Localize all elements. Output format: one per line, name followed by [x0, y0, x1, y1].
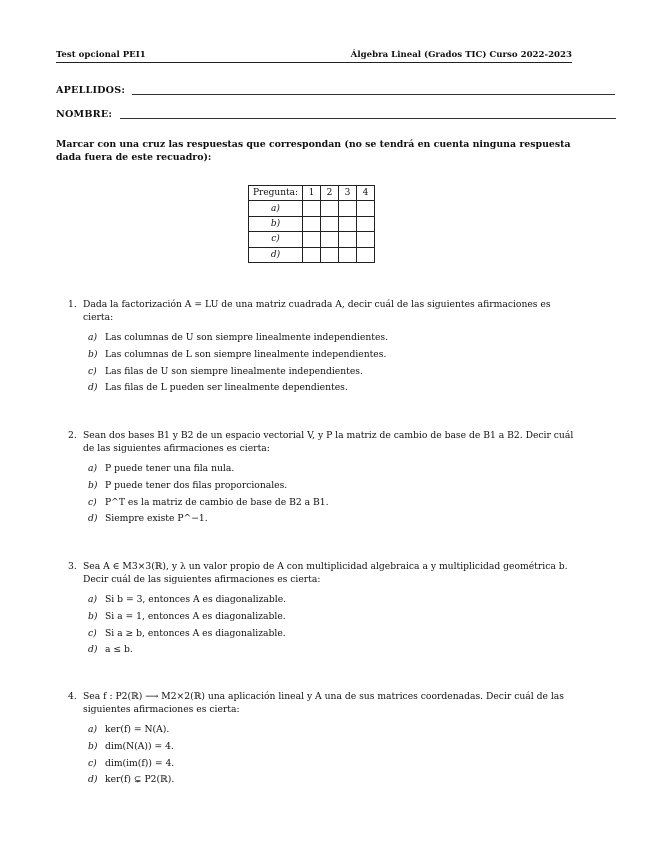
- option-text: Las filas de L pueden ser linealmente dependientes.: [105, 382, 348, 394]
- option-text: dim(im(f)) = 4.: [105, 757, 175, 769]
- apellidos-field: [56, 85, 125, 96]
- option-text: Si b = 3, entonces A es diagonalizable.: [105, 594, 287, 606]
- option: [56, 495, 574, 512]
- option-letter: c): [88, 496, 97, 508]
- apellidos-label: APELLIDOS:: [56, 85, 126, 96]
- answer-row-label: d): [249, 247, 303, 262]
- question-number: 1.: [68, 299, 77, 310]
- question-1: [56, 298, 574, 397]
- answer-cell[interactable]: [357, 247, 375, 262]
- answer-cell[interactable]: [303, 247, 321, 262]
- option-text: Si a = 1, entonces A es diagonalizable.: [105, 611, 286, 622]
- header-right: Álgebra Lineal (Grados TIC) Curso 2022-2023: [350, 50, 572, 60]
- option-text: P puede tener una fila nula.: [105, 463, 235, 475]
- answer-cell[interactable]: [357, 216, 375, 231]
- option-letter: c): [88, 757, 97, 769]
- answer-cell[interactable]: [339, 216, 357, 231]
- answer-row: [249, 232, 375, 247]
- answer-row: [249, 216, 375, 231]
- answer-cell[interactable]: [339, 201, 357, 216]
- option-text: P^T es la matriz de cambio de base de B2 a B1.: [105, 496, 329, 508]
- question-number: 2.: [68, 430, 77, 441]
- option: [56, 609, 574, 626]
- question-text: Sean dos bases B1 y B2 de un espacio vectorial V, y P la matriz de cambio de base de B1 a B2. Decir cuál de las siguientes afirmaciones es cierta:: [83, 430, 574, 455]
- question-4: [56, 690, 574, 789]
- option-text: ker(f) ⊊ P2(ℝ).: [105, 774, 175, 786]
- question-options: [56, 461, 574, 527]
- option: [56, 739, 574, 756]
- option: [56, 642, 574, 659]
- answer-cell[interactable]: [303, 216, 321, 231]
- question-stem: [56, 690, 574, 716]
- answer-cell[interactable]: [357, 232, 375, 247]
- answer-row: [249, 201, 375, 216]
- answer-cell[interactable]: [357, 201, 375, 216]
- answer-table: [248, 185, 375, 263]
- option-text: Las filas de U son siempre linealmente independientes.: [105, 365, 363, 377]
- answer-cell[interactable]: [339, 247, 357, 262]
- option: [56, 380, 574, 397]
- option-letter: d): [88, 382, 98, 394]
- option-letter: b): [88, 349, 98, 360]
- answer-cell[interactable]: [339, 232, 357, 247]
- answer-col: 2: [321, 186, 339, 201]
- option-text: ker(f) = N(A).: [105, 724, 170, 736]
- question-options: [56, 722, 574, 788]
- answer-row-label: b): [249, 216, 303, 231]
- question-stem: [56, 560, 574, 586]
- answer-col: 4: [357, 186, 375, 201]
- option-text: Siempre existe P^−1.: [105, 513, 208, 525]
- answer-cell[interactable]: [321, 216, 339, 231]
- option-letter: d): [88, 513, 98, 525]
- option: [56, 511, 574, 528]
- answer-cell[interactable]: [321, 232, 339, 247]
- option: [56, 364, 574, 381]
- question-stem: [56, 298, 574, 324]
- answer-cell[interactable]: [321, 201, 339, 216]
- option-text: Las columnas de U son siempre linealmente independientes.: [105, 332, 389, 344]
- answer-cell[interactable]: [303, 201, 321, 216]
- answer-col: 3: [339, 186, 357, 201]
- option: [56, 347, 574, 364]
- question-text: Dada la factorización A = LU de una matriz cuadrada A, decir cuál de las siguientes afirmaciones es cierta:: [83, 299, 551, 324]
- answer-col: 1: [303, 186, 321, 201]
- option-text: P puede tener dos filas proporcionales.: [105, 480, 288, 491]
- answer-row-label: c): [249, 232, 303, 247]
- option: [56, 722, 574, 739]
- option: [56, 330, 574, 347]
- answer-row: [249, 247, 375, 262]
- answer-header-label: Pregunta:: [249, 186, 303, 201]
- option: [56, 461, 574, 478]
- option-letter: d): [88, 644, 98, 656]
- option-letter: b): [88, 480, 98, 491]
- option-letter: a): [88, 724, 98, 736]
- instructions: Marcar con una cruz las respuestas que correspondan (no se tendrá en cuenta ninguna respuesta dada fuera de este recuadro):: [56, 139, 571, 163]
- header-left: Test opcional PEI1: [56, 50, 146, 60]
- option-letter: d): [88, 774, 98, 786]
- answer-row-label: a): [249, 201, 303, 216]
- header-rule: [56, 62, 572, 63]
- option-text: Las columnas de L son siempre linealmente independientes.: [105, 349, 387, 360]
- option: [56, 478, 574, 495]
- option-letter: a): [88, 594, 98, 606]
- question-number: 3.: [68, 561, 77, 572]
- answer-cell[interactable]: [321, 247, 339, 262]
- nombre-label: NOMBRE:: [56, 109, 113, 120]
- option: [56, 772, 574, 789]
- option-letter: c): [88, 365, 97, 377]
- option-text: a ≤ b.: [105, 644, 133, 656]
- option-letter: c): [88, 627, 97, 639]
- nombre-line: [120, 118, 616, 119]
- option-letter: b): [88, 741, 98, 752]
- option: [56, 592, 574, 609]
- option-text: dim(N(A)) = 4.: [105, 741, 174, 752]
- option-letter: b): [88, 611, 98, 622]
- question-3: [56, 560, 574, 659]
- option-letter: a): [88, 463, 98, 475]
- question-text: Sea f : P2(ℝ) ⟶ M2×2(ℝ) una aplicación lineal y A una de sus matrices coordenadas. Decir cuál de las siguientes afirmaciones es cierta:: [83, 691, 564, 716]
- question-stem: [56, 429, 574, 455]
- answer-table-header: [249, 186, 375, 201]
- option: [56, 626, 574, 643]
- option: [56, 756, 574, 773]
- question-number: 4.: [68, 691, 77, 702]
- question-options: [56, 330, 574, 396]
- nombre-field: [56, 109, 112, 120]
- apellidos-line: [132, 94, 615, 95]
- question-2: [56, 429, 574, 528]
- answer-cell[interactable]: [303, 232, 321, 247]
- question-text: Sea A ∈ M3×3(ℝ), y λ un valor propio de A con multiplicidad algebraica a y multiplicidad geométrica b. Decir cuál de las siguientes afirmaciones es cierta:: [83, 561, 568, 586]
- option-text: Si a ≥ b, entonces A es diagonalizable.: [105, 627, 286, 639]
- option-letter: a): [88, 332, 98, 344]
- question-options: [56, 592, 574, 658]
